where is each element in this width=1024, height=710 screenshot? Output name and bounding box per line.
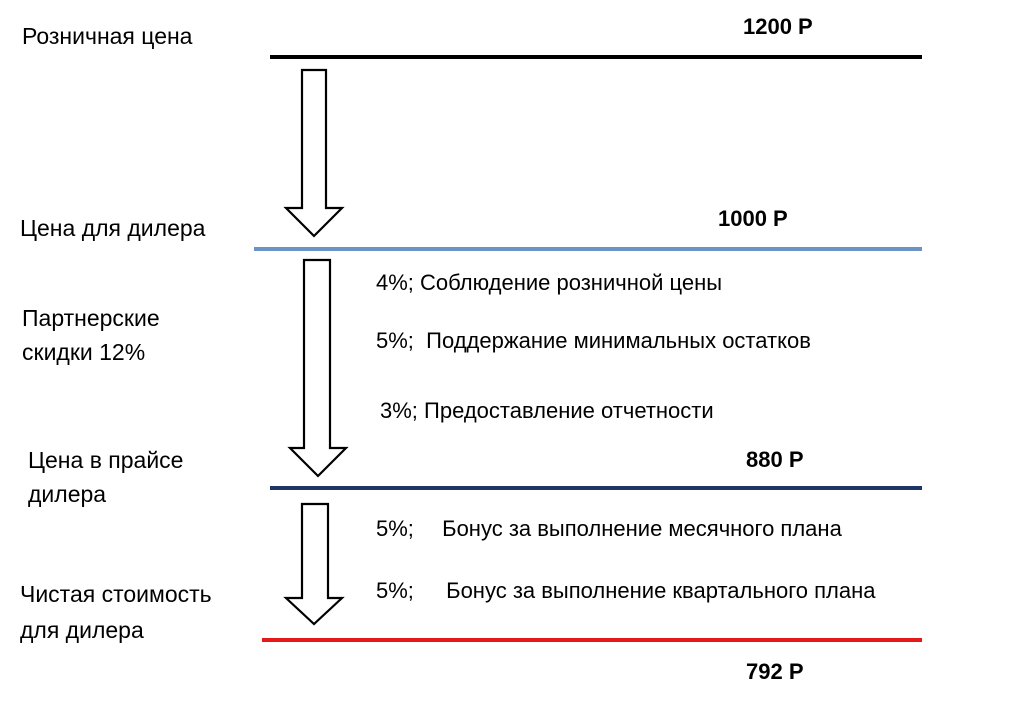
price-list-value: 880 Р bbox=[746, 447, 804, 472]
bonus-percent: 5%; bbox=[376, 578, 414, 603]
bonus-percent: 5%; bbox=[376, 516, 414, 541]
discount-percent: 4%; bbox=[376, 270, 414, 295]
dealer-price-label: Цена для дилера bbox=[20, 215, 206, 241]
partner-discounts-label-line1: Партнерские bbox=[22, 305, 160, 331]
retail-price-value: 1200 Р bbox=[743, 14, 813, 39]
down-arrow-icon bbox=[284, 68, 344, 240]
bonus-text: Бонус за выполнение квартального плана bbox=[446, 578, 876, 603]
net-cost-label-line1: Чистая стоимость bbox=[20, 581, 212, 607]
discount-text: Поддержание минимальных остатков bbox=[426, 328, 811, 353]
net-cost-label-line2: для дилера bbox=[20, 617, 144, 643]
discount-item bbox=[380, 398, 714, 424]
discount-text: Соблюдение розничной цены bbox=[420, 270, 723, 295]
bonus-text: Бонус за выполнение месячного плана bbox=[442, 516, 842, 541]
down-arrow-icon bbox=[284, 502, 344, 628]
bonus-item bbox=[376, 578, 875, 604]
retail-price-label: Розничная цена bbox=[22, 23, 193, 49]
partner-discounts-label-line2: скидки 12% bbox=[22, 339, 146, 365]
net-cost-value: 792 Р bbox=[746, 659, 804, 684]
dealer-price-line bbox=[254, 247, 922, 251]
discount-text: Предоставление отчетности bbox=[424, 398, 714, 423]
price-list-line bbox=[270, 486, 922, 490]
discount-item bbox=[376, 270, 722, 296]
net-cost-line bbox=[262, 638, 922, 642]
discount-percent: 3%; bbox=[380, 398, 418, 423]
discount-item bbox=[376, 328, 811, 354]
retail-price-line bbox=[270, 55, 922, 59]
price-list-label-line2: дилера bbox=[28, 481, 107, 507]
bonus-item bbox=[376, 516, 842, 542]
dealer-price-value: 1000 Р bbox=[718, 206, 788, 231]
price-list-label-line1: Цена в прайсе bbox=[28, 447, 184, 473]
down-arrow-icon bbox=[288, 258, 348, 480]
discount-percent: 5%; bbox=[376, 328, 414, 353]
